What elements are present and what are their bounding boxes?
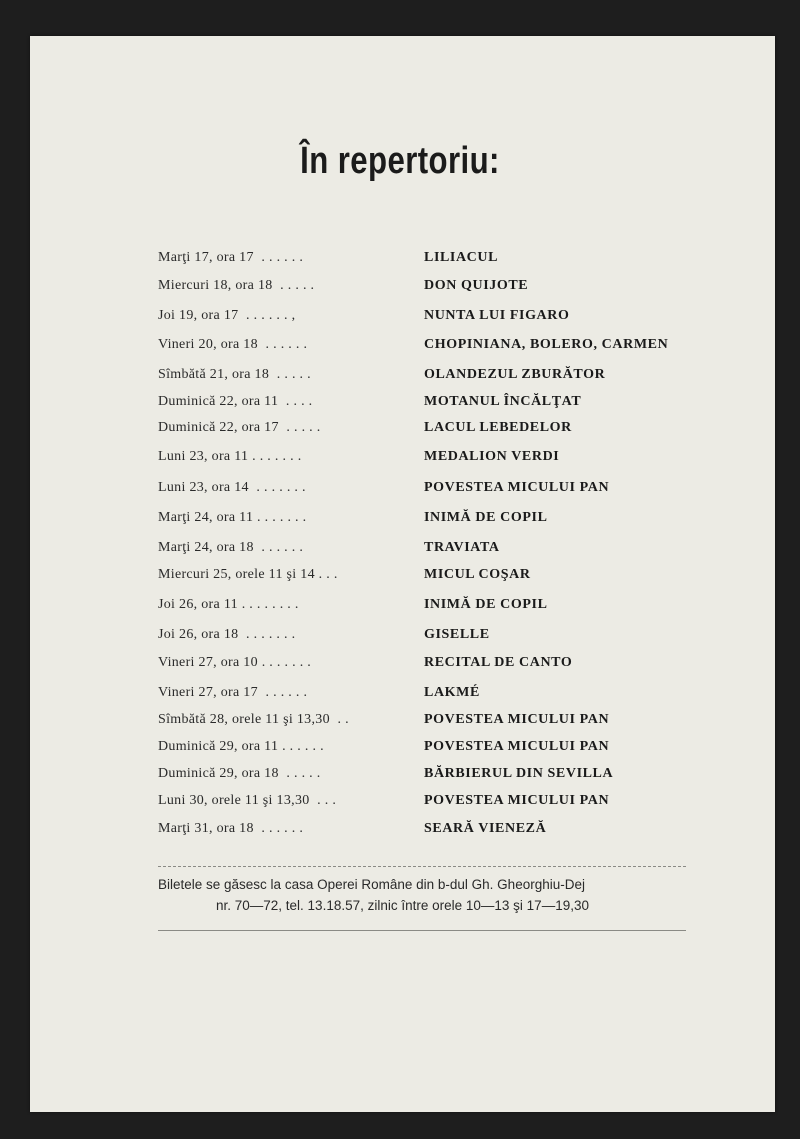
performance-title: MOTANUL ÎNCĂLŢAT bbox=[424, 394, 582, 409]
schedule-row bbox=[0, 250, 800, 270]
schedule-row bbox=[0, 627, 800, 647]
performance-title: LILIACUL bbox=[424, 250, 499, 265]
performance-date: Vineri 27, ora 17 . . . . . . bbox=[158, 685, 308, 700]
performance-date: Vineri 20, ora 18 . . . . . . bbox=[158, 337, 308, 352]
performance-title: SEARĂ VIENEZĂ bbox=[424, 821, 547, 836]
performance-date: Luni 30, orele 11 şi 13,30 . . . bbox=[158, 793, 337, 808]
performance-date: Duminică 22, ora 11 . . . . bbox=[158, 394, 313, 409]
performance-date: Duminică 29, ora 11 . . . . . . bbox=[158, 739, 324, 754]
performance-title: POVESTEA MICULUI PAN bbox=[424, 712, 610, 727]
schedule-row bbox=[0, 655, 800, 675]
performance-date: Marţi 17, ora 17 . . . . . . bbox=[158, 250, 304, 265]
performance-date: Miercuri 25, orele 11 şi 14 . . . bbox=[158, 567, 338, 582]
schedule-row bbox=[0, 449, 800, 469]
performance-date: Vineri 27, ora 10 . . . . . . . bbox=[158, 655, 312, 670]
schedule-row bbox=[0, 567, 800, 587]
bottom-divider bbox=[158, 930, 686, 931]
performance-date: Sîmbătă 28, orele 11 şi 13,30 . . bbox=[158, 712, 349, 727]
performance-date: Luni 23, ora 14 . . . . . . . bbox=[158, 480, 306, 495]
performance-date: Marţi 24, ora 11 . . . . . . . bbox=[158, 510, 307, 525]
performance-title: INIMĂ DE COPIL bbox=[424, 597, 548, 612]
performance-title: BĂRBIERUL DIN SEVILLA bbox=[424, 766, 614, 781]
performance-date: Duminică 29, ora 18 . . . . . bbox=[158, 766, 321, 781]
performance-date: Joi 26, ora 11 . . . . . . . . bbox=[158, 597, 299, 612]
schedule-row bbox=[0, 420, 800, 440]
performance-title: OLANDEZUL ZBURĂTOR bbox=[424, 367, 606, 382]
tickets-info-line2: nr. 70—72, tel. 13.18.57, zilnic între orele 10—13 şi 17—19,30 bbox=[216, 898, 589, 913]
performance-date: Sîmbătă 21, ora 18 . . . . . bbox=[158, 367, 311, 382]
schedule-row bbox=[0, 821, 800, 841]
schedule-row bbox=[0, 712, 800, 732]
performance-date: Duminică 22, ora 17 . . . . . bbox=[158, 420, 321, 435]
schedule-row bbox=[0, 766, 800, 786]
page-title: În repertoriu: bbox=[300, 140, 500, 182]
schedule-row bbox=[0, 597, 800, 617]
schedule-row bbox=[0, 278, 800, 298]
top-divider bbox=[158, 866, 686, 867]
performance-title: LACUL LEBEDELOR bbox=[424, 420, 572, 435]
performance-date: Joi 19, ora 17 . . . . . . , bbox=[158, 308, 296, 323]
performance-date: Joi 26, ora 18 . . . . . . . bbox=[158, 627, 296, 642]
performance-title: LAKMÉ bbox=[424, 685, 480, 700]
performance-date: Marţi 24, ora 18 . . . . . . bbox=[158, 540, 304, 555]
schedule-row bbox=[0, 739, 800, 759]
performance-title: CHOPINIANA, BOLERO, CARMEN bbox=[424, 337, 669, 352]
schedule-row bbox=[0, 480, 800, 500]
performance-title: POVESTEA MICULUI PAN bbox=[424, 793, 610, 808]
performance-title: POVESTEA MICULUI PAN bbox=[424, 480, 610, 495]
performance-title: NUNTA LUI FIGARO bbox=[424, 308, 570, 323]
performance-title: RECITAL DE CANTO bbox=[424, 655, 573, 670]
schedule-row bbox=[0, 685, 800, 705]
tickets-info-line1: Biletele se găsesc la casa Operei Române din b-dul Gh. Gheorghiu-Dej bbox=[158, 877, 585, 892]
schedule-row bbox=[0, 793, 800, 813]
performance-title: MICUL COŞAR bbox=[424, 567, 531, 582]
schedule-row bbox=[0, 510, 800, 530]
performance-title: TRAVIATA bbox=[424, 540, 500, 555]
performance-title: GISELLE bbox=[424, 627, 490, 642]
schedule-row bbox=[0, 337, 800, 357]
schedule-row bbox=[0, 308, 800, 328]
performance-title: INIMĂ DE COPIL bbox=[424, 510, 548, 525]
schedule-row bbox=[0, 367, 800, 387]
performance-date: Miercuri 18, ora 18 . . . . . bbox=[158, 278, 315, 293]
performance-date: Luni 23, ora 11 . . . . . . . bbox=[158, 449, 302, 464]
performance-title: MEDALION VERDI bbox=[424, 449, 560, 464]
performance-title: POVESTEA MICULUI PAN bbox=[424, 739, 610, 754]
schedule-row bbox=[0, 540, 800, 560]
performance-title: DON QUIJOTE bbox=[424, 278, 529, 293]
performance-date: Marţi 31, ora 18 . . . . . . bbox=[158, 821, 304, 836]
schedule-row bbox=[0, 394, 800, 414]
